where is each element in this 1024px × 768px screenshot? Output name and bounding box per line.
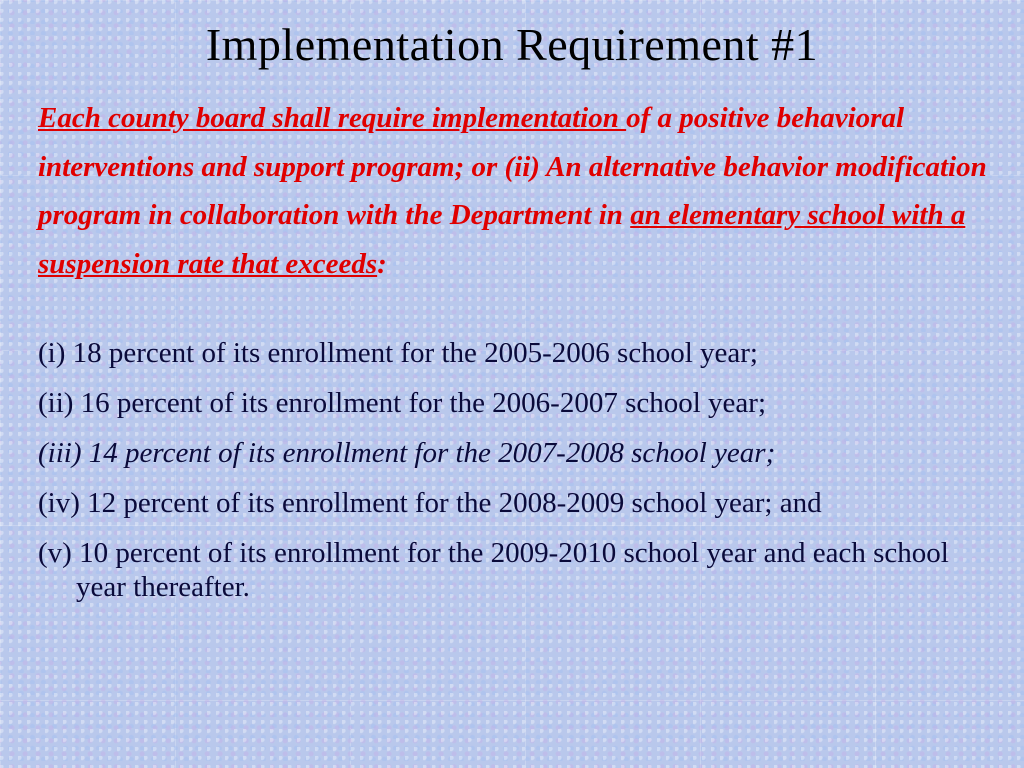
list-item: (i) 18 percent of its enrollment for the 2005-2006 school year; (38, 337, 758, 369)
requirement-list (38, 336, 988, 620)
intro-paragraph (38, 94, 998, 288)
list-item: (iii) 14 percent of its enrollment for the 2007-2008 school year; (38, 437, 776, 469)
list-item: (ii) 16 percent of its enrollment for the 2006-2007 school year; (38, 387, 767, 419)
intro-body-text: of a positive behavioral interventions and support program; or (ii) An alternative behavior modification program in collaboration with the Department in (38, 102, 987, 231)
list-item: (v) 10 percent of its enrollment for the 2009-2010 school year and each school year thereafter. (38, 537, 949, 603)
intro-underlined-criteria: an elementary school with a suspension rate that exceeds (38, 199, 966, 280)
intro-underlined-phrase: Each county board shall require implementation (38, 102, 627, 134)
intro-colon: : (377, 247, 387, 280)
slide-title: Implementation Requirement #1 (205, 19, 819, 70)
list-item: (iv) 12 percent of its enrollment for the 2008-2009 school year; and (38, 487, 822, 519)
